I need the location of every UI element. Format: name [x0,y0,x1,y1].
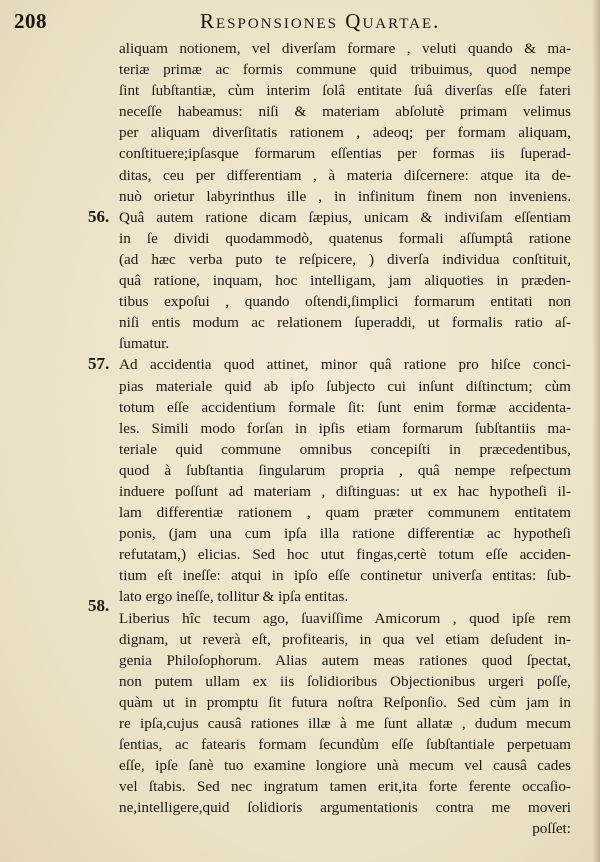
text-line: totum eſſe accidentium formale ſit: ſunt enim formæ accidenta- [119,398,571,416]
text-line: conſtituere;ipſasque formarum eſſentias per formas iis ſuperad- [119,145,571,163]
text-line: induere poſſunt ad materiam , diſtinguas: ut ex hac hypotheſi il- [119,482,571,500]
text-line: quod à ſubſtantia ſingularum propria , quâ nempe reſpectum [119,461,571,479]
text-line: Liberius hîc tecum ago, ſuaviſſime Amicorum , quod ipſe rem [119,609,571,627]
text-line: tium eſt ineſſe: atqui in ipſo eſſe continetur univerſa entitas: ſub- [119,567,571,585]
text-line: eſſe, ipſe ſanè tuo examine longiore unà mecum vel causâ cades [119,757,571,775]
text-line: nuò orietur labyrinthus ille , in infinitum finem non inveniens. [119,187,571,205]
text-line: re ipſa,cujus causâ rationes illæ à me ſunt allatæ , dudum mecum [119,715,571,732]
text-line: ne,intelligere,quid ſolidioris argumentationis contra me moveri [119,799,571,817]
text-line: quâ ratione, inquam, hoc intelligam, jam aliquoties in præden- [119,272,571,290]
text-line: neceſſe habeamus: niſi & materiam abſolutè primam velimus [119,103,571,121]
text-line: non putem ullam ex iis ſolidioribus Objectionibus urgeri poſſe, [119,672,571,690]
running-head: Responsiones Quartae. [200,9,441,33]
text-line: ſint ſubſtantiæ, cùm interim ſolâ entitate ſuâ diverſas eſſe fateri [119,82,571,100]
paragraph-number-56: 56. [88,207,110,226]
text-line: dignam, ut reverà eſt, profitearis, in qua vel etiam deſudent in- [119,630,571,648]
text-line: niſi entis modum ac relationem ſuperaddi, ut formalis ratio aſ- [119,314,571,332]
text-line: teriale quid commune omnibus concepiſti in præcedentibus, [119,440,571,458]
text-line: refutatam,) elicias. Sed hoc utut fingas,certè totum eſſe acciden- [119,546,571,564]
text-line: aliquam notionem, vel diverſam formare , veluti quando & ma- [119,40,571,57]
text-line: in ſe dividi quodammodò, quatenus formali aſſumptâ ratione [119,229,571,247]
text-line: lato ergo ineſſe, tollitur & ipſa entitas. [119,588,349,606]
text-line: per aliquam diverſitatis rationem , adeoq; per formam aliquam, [119,124,571,142]
page-header [14,4,590,34]
text-line: ſentias, ac fatearis formam ſecundùm eſſe ſubſtantiale perpetuam [119,736,571,754]
text-line: lam differentiæ rationem , quam præter communem entitatem [119,504,571,522]
page-edge-shadow [592,0,600,862]
text-line: ſumatur. [119,335,170,353]
paragraph-number-57: 57. [88,354,110,373]
text-line: tibus expoſui , quando oſtendi,ſimplici formarum entitati non [119,293,571,311]
text-line: ditas, ceu per differentiam , à materia diſcernere: atque ita de- [119,166,571,184]
text-line: (ad hæc verba puto te reſpicere, ) diverſa individua conſtituit, [119,250,571,268]
text-line: vel ſtabis. Sed nec ingratum tamen erit,ita forte ferente occaſio- [119,778,571,796]
text-line: les. Simili modo forſan in ipſis etiam formarum ſubſtantiis ma- [119,419,571,437]
text-line: teriæ primæ ac formis commune quid tribuimus, quod nempe [119,61,571,79]
text-line: ponis, (jam una cum ipſa illa ratione differentiæ ac hypotheſi [119,525,571,543]
text-line: pias materiale quid ab ipſo ſubjecto cui inſunt diſtinctum; cùm [119,377,571,395]
text-line: Quâ autem ratione dicam ſæpius, unicam & indiviſam eſſentiam [119,208,571,226]
text-line: poſſet: [532,820,571,838]
text-line: quàm ut in promptu ſit futura noſtra Reſponſio. Sed cùm jam in [119,693,571,711]
text-line: genia Philoſophorum. Alias autem meas rationes quod ſpectat, [119,651,571,669]
paragraph-number-58: 58. [88,596,110,615]
body-text [119,38,571,840]
page-number: 208 [14,9,47,33]
text-line: Ad accidentia quod attinet, minor quâ ratione pro hiſce conci- [119,356,571,374]
